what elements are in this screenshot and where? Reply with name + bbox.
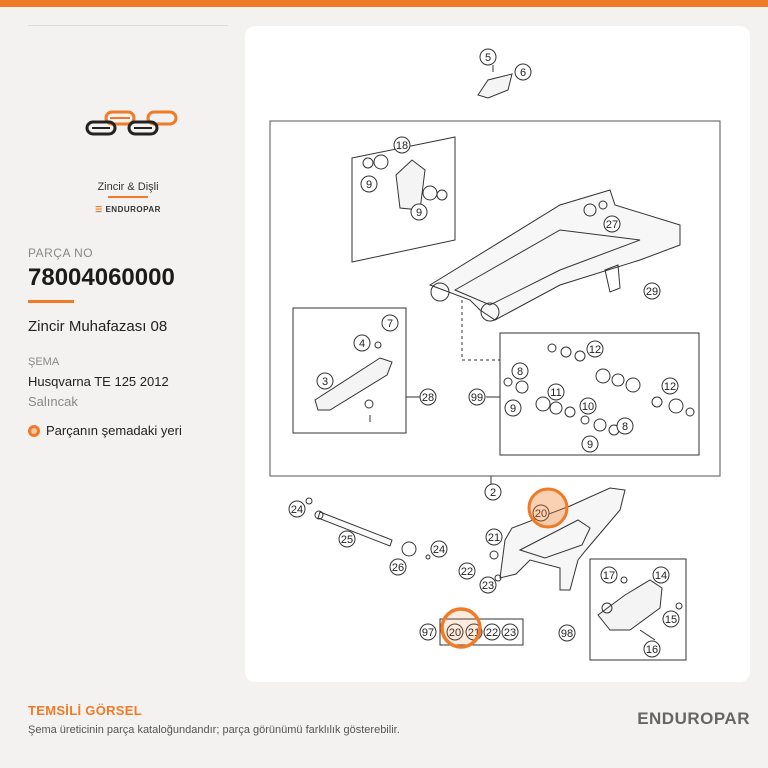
svg-text:14: 14: [654, 570, 668, 582]
chain-icon: [84, 108, 180, 143]
svg-text:8: 8: [621, 421, 629, 433]
svg-text:29: 29: [645, 286, 659, 298]
callout-29: [644, 283, 660, 299]
callout-99: [469, 389, 485, 405]
callout-97: [420, 624, 436, 640]
callout-12a: [587, 341, 603, 357]
svg-text:12: 12: [588, 344, 602, 356]
diagram-card: [245, 26, 750, 682]
svg-text:23: 23: [481, 580, 495, 592]
part-number-label: PARÇA NO: [28, 246, 94, 260]
parts-diagram: [245, 26, 750, 682]
svg-text:17: 17: [602, 570, 616, 582]
schema-model: Husqvarna TE 125 2012: [28, 374, 169, 389]
callout-9d: [582, 436, 598, 452]
callout-9b: [411, 204, 427, 220]
svg-text:15: 15: [664, 614, 678, 626]
callout-3: [317, 373, 333, 389]
callout-27: [604, 216, 620, 232]
highlight-marker-top: [529, 489, 567, 527]
sidebar-top-divider: [28, 25, 228, 26]
callout-28: [420, 389, 436, 405]
callout-5: [480, 49, 496, 65]
top-accent-bar: [0, 0, 768, 7]
svg-text:12: 12: [663, 381, 677, 393]
svg-text:16: 16: [645, 644, 659, 656]
callout-15: [663, 611, 679, 627]
part-name: Zincir Muhafazası 08: [28, 318, 168, 335]
callout-21a: [486, 529, 502, 545]
callout-10: [580, 398, 596, 414]
svg-text:9: 9: [509, 403, 517, 415]
callout-23b: [502, 624, 518, 640]
svg-text:28: 28: [421, 392, 435, 404]
schema-label: ŞEMA: [28, 356, 60, 368]
svg-text:4: 4: [358, 338, 366, 350]
svg-text:97: 97: [421, 627, 435, 639]
callout-18: [394, 137, 410, 153]
brand-small-logo: [28, 205, 228, 214]
svg-text:6: 6: [519, 67, 527, 79]
svg-text:9: 9: [586, 439, 594, 451]
svg-text:3: 3: [321, 376, 329, 388]
svg-text:7: 7: [386, 318, 394, 330]
svg-text:21: 21: [487, 532, 501, 544]
svg-text:8: 8: [516, 366, 524, 378]
category-label: Zincir & Dişli: [97, 181, 159, 193]
highlight-marker-bottom: [442, 609, 480, 647]
svg-text:18: 18: [395, 140, 409, 152]
callout-14: [653, 567, 669, 583]
callout-7: [382, 315, 398, 331]
callout-23a: [480, 577, 496, 593]
highlight-legend: [28, 423, 182, 438]
svg-text:22: 22: [460, 566, 474, 578]
svg-text:20: 20: [534, 508, 548, 520]
callout-26: [390, 559, 406, 575]
callout-24b: [431, 541, 447, 557]
svg-text:24: 24: [290, 504, 304, 516]
callout-9a: [361, 176, 377, 192]
svg-text:11: 11: [550, 387, 562, 399]
callout-24a: [289, 501, 305, 517]
svg-text:26: 26: [391, 562, 405, 574]
svg-text:25: 25: [340, 534, 354, 546]
svg-text:99: 99: [470, 392, 484, 404]
footer-brand: ENDUROPAR: [637, 709, 750, 728]
callout-17: [601, 567, 617, 583]
svg-text:22: 22: [485, 627, 499, 639]
highlight-marker-icon: [28, 425, 40, 437]
callout-4: [354, 335, 370, 351]
svg-text:9: 9: [415, 207, 423, 219]
callout-11: [548, 384, 564, 400]
brand-small-text: ENDUROPAR: [105, 205, 161, 214]
callout-6: [515, 64, 531, 80]
footer-title: TEMSİLİ GÖRSEL: [28, 703, 142, 718]
category-underline: [108, 196, 148, 198]
svg-text:24: 24: [432, 544, 446, 556]
svg-text:20: 20: [448, 627, 462, 639]
svg-text:98: 98: [560, 628, 574, 640]
callout-2: [485, 484, 501, 500]
svg-text:21: 21: [467, 627, 481, 639]
schema-group: Salıncak: [28, 394, 78, 409]
svg-text:9: 9: [365, 179, 373, 191]
svg-text:2: 2: [489, 487, 497, 499]
svg-text:23: 23: [503, 627, 517, 639]
svg-text:10: 10: [581, 401, 595, 413]
callout-98: [559, 625, 575, 641]
brand-z-icon: ☰: [95, 205, 106, 214]
callout-8a: [512, 363, 528, 379]
part-number: 78004060000: [28, 264, 175, 291]
callout-16: [644, 641, 660, 657]
svg-text:5: 5: [484, 52, 492, 64]
footer-note: Şema üreticinin parça kataloğundandır; parça görünümü farklılık gösterebilir.: [28, 724, 400, 736]
callout-25: [339, 531, 355, 547]
callout-12b: [662, 378, 678, 394]
svg-text:27: 27: [605, 219, 619, 231]
part-number-rule: [28, 300, 74, 303]
callout-9c: [505, 400, 521, 416]
callout-22b: [484, 624, 500, 640]
callout-22a: [459, 563, 475, 579]
legend-text: Parçanın şemadaki yeri: [46, 423, 182, 438]
callout-8b: [617, 418, 633, 434]
